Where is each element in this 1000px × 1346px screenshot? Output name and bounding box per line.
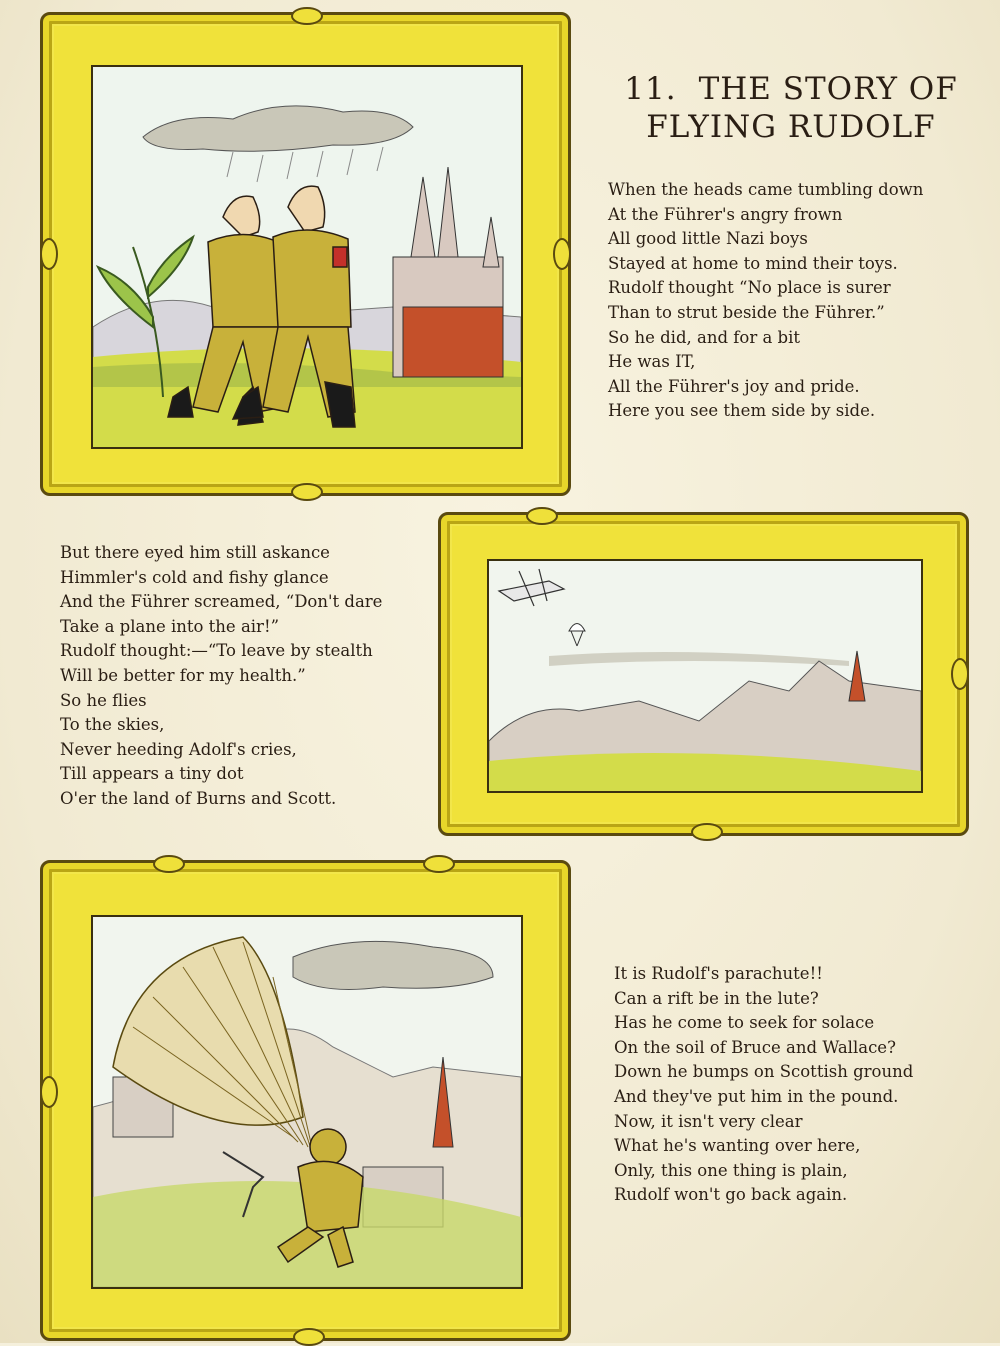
picture-frame-3 bbox=[40, 860, 571, 1341]
stanza-3 bbox=[614, 962, 913, 1208]
picture-frame-2 bbox=[438, 512, 969, 836]
verse-line: All the Führer's joy and pride. bbox=[608, 376, 860, 396]
verse-line: On the soil of Bruce and Wallace? bbox=[614, 1037, 896, 1057]
frame-ornament bbox=[553, 238, 571, 270]
verse-line: Till appears a tiny dot bbox=[60, 764, 244, 784]
verse-line: Rudolf thought:—“To leave by stealth bbox=[60, 641, 373, 661]
verse-line: Now, it isn't very clear bbox=[614, 1111, 803, 1131]
verse-line: But there eyed him still askance bbox=[60, 543, 330, 562]
verse-line: Never heeding Adolf's cries, bbox=[60, 739, 297, 759]
frame-ornament bbox=[291, 7, 323, 25]
verse-line: Stayed at home to mind their toys. bbox=[608, 253, 898, 273]
story-number: 11. bbox=[624, 71, 677, 107]
verse-line: When the heads came tumbling down bbox=[608, 180, 924, 199]
frame-ornament bbox=[293, 1328, 325, 1346]
verse-line: O'er the land of Burns and Scott. bbox=[60, 788, 337, 808]
verse-line: Down he bumps on Scottish ground bbox=[614, 1062, 914, 1082]
verse-line: And they've put him in the pound. bbox=[614, 1086, 899, 1106]
verse-line: And the Führer screamed, “Don't dare bbox=[60, 592, 383, 612]
frame-ornament bbox=[291, 483, 323, 501]
verse-line: Will be better for my health.” bbox=[60, 665, 306, 685]
page-title bbox=[606, 70, 976, 146]
verse-line: At the Führer's angry frown bbox=[608, 204, 843, 224]
frame-ornament bbox=[526, 507, 558, 525]
verse-line: To the skies, bbox=[60, 715, 165, 735]
verse-line: Can a rift be in the lute? bbox=[614, 988, 819, 1008]
title-line-1: THE STORY OF bbox=[698, 71, 958, 107]
stanza-1 bbox=[608, 178, 923, 424]
verse-line: Here you see them side by side. bbox=[608, 401, 876, 421]
verse-line: Rudolf thought “No place is surer bbox=[608, 278, 891, 298]
verse-line: So he flies bbox=[60, 690, 147, 710]
verse-line: Only, this one thing is plain, bbox=[614, 1160, 848, 1180]
stanza-2 bbox=[60, 541, 382, 812]
title-line-2: FLYING RUDOLF bbox=[646, 109, 936, 145]
picture-frame-1 bbox=[40, 12, 571, 496]
frame-ornament bbox=[691, 823, 723, 841]
parachute-landing-illustration bbox=[91, 915, 523, 1289]
frame-ornament bbox=[40, 1076, 58, 1108]
frame-ornament bbox=[40, 238, 58, 270]
plane-and-parachute-illustration bbox=[487, 559, 923, 793]
verse-line: Take a plane into the air!” bbox=[60, 616, 280, 636]
verse-line: It is Rudolf's parachute!! bbox=[614, 964, 823, 983]
frame-ornament bbox=[423, 855, 455, 873]
two-men-marching-illustration bbox=[91, 65, 523, 449]
frame-ornament bbox=[153, 855, 185, 873]
verse-line: Has he come to seek for solace bbox=[614, 1013, 875, 1033]
verse-line: He was IT, bbox=[608, 352, 696, 372]
verse-line: What he's wanting over here, bbox=[614, 1136, 861, 1156]
verse-line: Rudolf won't go back again. bbox=[614, 1185, 848, 1205]
verse-line: So he did, and for a bit bbox=[608, 327, 801, 347]
verse-line: Than to strut beside the Führer.” bbox=[608, 302, 885, 322]
verse-line: Himmler's cold and fishy glance bbox=[60, 567, 329, 587]
frame-ornament bbox=[951, 658, 969, 690]
verse-line: All good little Nazi boys bbox=[608, 229, 808, 249]
